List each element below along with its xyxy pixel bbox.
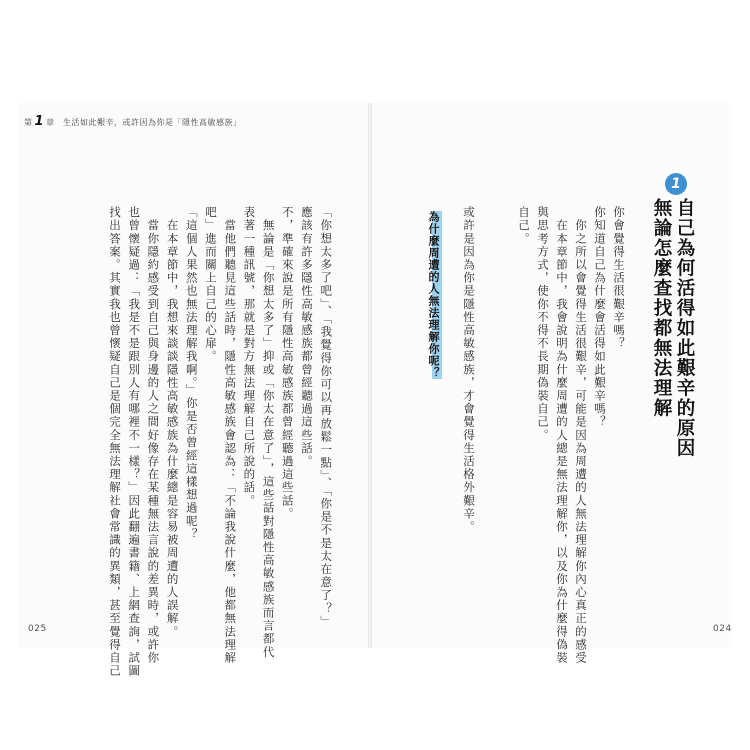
text-column: 你會覺得生活很艱辛嗎？ — [612, 206, 626, 351]
text-column: 在本章節中，我會說明為什麼周遭的人總是無法理解你，以及你為什麼得偽裝 — [555, 206, 569, 665]
text-column: 也曾懷疑過：「我是不是跟別人有哪裡不一樣？」因此翻遍書籍、上網查詢，試圖 — [127, 206, 142, 678]
text-column: 「這個人果然也無法理解我啊。」你是否曾經這樣想過呢？ — [184, 206, 199, 541]
section-title — [650, 198, 696, 458]
text-column: 你知道自己為什麼會活得如此艱辛嗎？ — [593, 206, 607, 429]
running-head-title: 章 生活如此艱辛，或許因為你是「隱性高敏感族」 — [46, 118, 242, 127]
subheading: 為什麼周遭的人無法理解你呢？ — [424, 211, 442, 379]
chapter-number: 1 — [34, 114, 45, 129]
section-title-line-2: 自己為何活得如此艱辛的原因 — [674, 198, 695, 458]
text-column: 不，準確來說是所有隱性高敏感族都曾經聽過這些話。 — [280, 206, 295, 521]
text-column: 當你隱約感受到自己與身邊的人之間好像存在某種無法言說的差異時，或許你 — [146, 206, 161, 665]
running-head — [24, 114, 242, 129]
left-page-number: 025 — [28, 624, 47, 634]
text-column: 表著一種訊號，那就是對方無法理解自己所說的話。 — [242, 206, 257, 508]
text-column: 找出答案。其實我也曾懷疑自己是個完全無法理解社會常識的異類，甚至覺得自己 — [108, 206, 122, 678]
text-column: 當他們聽見這些話時，隱性高敏感族會認為：「不論我說什麼，他都無法理解 — [223, 206, 238, 665]
text-column: 或許是因為你是隱性高敏感族，才會覺得生活格外艱辛。 — [462, 206, 476, 534]
text-column: 與思考方式，使你不得不長期偽裝自己。 — [536, 206, 550, 442]
text-column: 「你想太多了吧」、「我覺得你可以再放鬆一點」、「你是不是太在意了？」 — [319, 206, 334, 629]
running-head-prefix: 第 — [24, 118, 33, 127]
text-column: 應該有許多隱性高敏感族都曾經聽過這些話。 — [300, 206, 314, 468]
text-column: 無論是「你想太多了」抑或「你太在意了」，這些話對隱性高敏感族而言都代 — [261, 206, 276, 659]
text-column: 你之所以會覺得生活很艱辛，可能是因為周遭的人無法理解你內心真正的感受 — [574, 206, 588, 665]
section-number-badge: 1 — [665, 173, 687, 195]
text-column: 在本章節中，我想來談談隱性高敏感族為什麼總是容易被周遭的人誤解。 — [165, 206, 180, 639]
text-column: 自己。 — [517, 206, 531, 246]
text-column: 吧」進而關上自己的心扉。 — [204, 206, 218, 364]
section-title-line-1: 無論怎麼查找都無法理解 — [651, 198, 672, 418]
right-page-number: 024 — [713, 624, 732, 634]
